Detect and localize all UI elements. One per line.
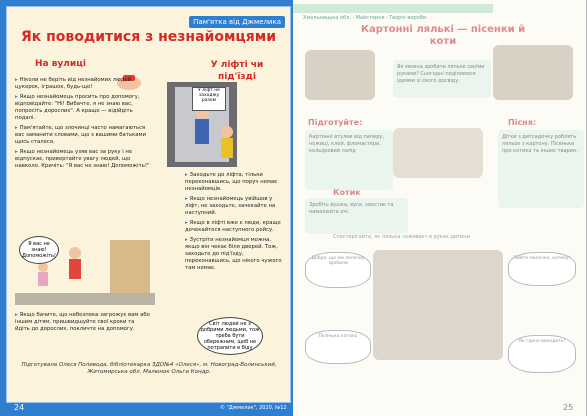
craft-photo-top-right	[493, 45, 573, 100]
col1-para: ▸ Пам'ятайте, що злочинці часто намагаються вас заманити словами, що з вашими батьками щось сталося.	[15, 125, 150, 146]
bubble-2: Пийте молочко, котику!	[508, 252, 576, 286]
speech-bubble-right: Світ людей не з добрими людьми, тож треба бути обережним, щоб не потрапити в біду	[197, 317, 263, 355]
left-sheet	[6, 6, 291, 403]
elevator-sign: У ліфт не заходжу разом	[192, 87, 226, 111]
col1-heading: На вулиці	[35, 59, 86, 69]
top-bar	[293, 4, 493, 21]
col1-para: ▸ Ніколи не беріть від незнайомих людей цукерок, іграшок, будь-що!	[15, 77, 150, 91]
credit: Підготувала Олеся Поливода, бібліотекарка ЗДО№4 «Олеся», м. Новоград-Волинський, Житомирська обл. Малюнок Ольги Кондр.	[21, 362, 277, 375]
prepare-list: Картонні втулки від паперу, ножиці, клей, фломастери, кольоровий папір	[305, 130, 393, 190]
right-page	[293, 0, 586, 416]
right-title: Картонні лялькі — пісенки й коти	[360, 24, 526, 47]
col2-para: ▸ Заходьте до ліфта, тільки переконавшись, що поруч немає незнайомців.	[185, 172, 285, 193]
col2-text	[185, 172, 285, 275]
caption: Спостерігайте, як лялька «оживає» в руках дитини	[333, 234, 470, 240]
col1-para: ▸ Якщо незнайомець просить про допомогу, відповідайте: "Ні! Вибачте, я не знаю вас, попросіть дорослих". А краще — відійдіть подалі.	[15, 94, 150, 122]
section-tag: Пам'ятка від Джмелика	[189, 16, 285, 28]
cat-text: Зробіть вушка, вуса, хвостик та намалюйте очі.	[305, 198, 408, 234]
bubble-1: Добре, що ми лялечку зробили	[305, 252, 371, 288]
bubble-4: Як гарно виходить!	[508, 335, 576, 373]
heading-prepare: Підготуйте:	[308, 118, 363, 127]
col1-text	[15, 77, 150, 173]
song-text: Дітки з дитсадочку роблять ляльок з картону. Пісенька про котика та інших тварин.	[498, 130, 584, 208]
left-page	[0, 0, 293, 416]
page-number-left: 24	[14, 403, 25, 412]
bottom-text	[15, 312, 150, 336]
footer-left: © "Джмелик", 2020, №12	[220, 405, 287, 411]
heading-song: Пісня:	[508, 118, 537, 127]
page-number-right: 25	[563, 403, 574, 412]
top-bar-text: Хмельницька обл. · Майстерня · Творчі вироби	[303, 15, 427, 21]
col2-para: ▸ Якщо в ліфті вже є люди, краще дочекайтеся наступного рейсу.	[185, 220, 285, 234]
col2-para: ▸ Якщо незнайомець увійшов у ліфт, не заходьте, зачекайте на наступний.	[185, 196, 285, 217]
page-title: Як поводитися з незнайомцями	[20, 29, 277, 45]
heading-cat: Котик	[333, 188, 361, 197]
intro-panel: Як можна зробити ляльок своїми руками? Сьогодні поділимося ідеями зі свого досвіду.	[393, 60, 491, 98]
children-photo	[373, 250, 503, 360]
bottom-para: ▸ Якщо бачите, що небезпека загрожує вам або іншим дітям, пришвидшуйте свої кроки та йдіть до дорослих, покличте на допомогу.	[15, 312, 150, 333]
bubble-3: Пісенька котика	[305, 330, 371, 364]
craft-photo-middle	[393, 128, 483, 178]
speech-bubble-left: Я вас не знаю! Допоможіть!	[19, 236, 59, 264]
col2-heading: У ліфті чи під'їзді	[210, 60, 264, 82]
col1-para: ▸ Якщо незнайомець узяв вас за руку і не відпускає, привертайте увагу людей, що навколо. Кричіть: "Я вас не знаю! Допоможіть!"	[15, 149, 150, 170]
craft-photo-top-left	[305, 50, 375, 100]
col2-para: ▸ Зустріти незнайомця можна, якщо він чекає біля дверей. Тож, заходьте до під'їзду, переконавшись, що нікого чужого там немає.	[185, 237, 285, 272]
